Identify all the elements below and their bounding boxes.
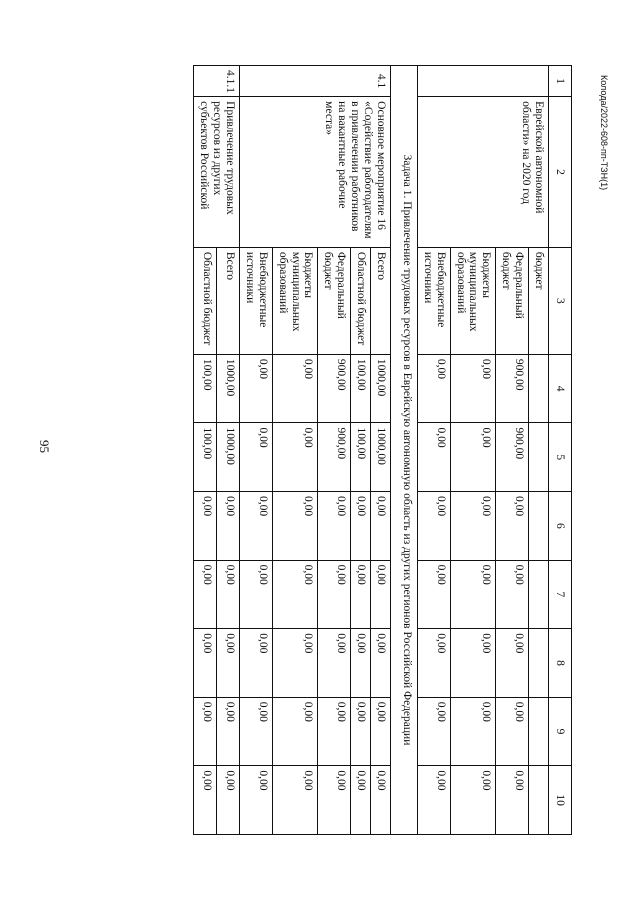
amount-cell: 0,00 (318, 766, 351, 835)
amount-cell: 0,00 (240, 560, 273, 629)
amount-cell: 100,00 (351, 354, 371, 423)
amount-cell: 0,00 (418, 560, 451, 629)
amount-cell: 1000,00 (371, 354, 391, 423)
table-body (194, 66, 572, 835)
amount-cell (529, 766, 549, 835)
amount-cell (529, 423, 549, 492)
amount-cell: 1000,00 (217, 423, 240, 492)
funding-source-cell: Всего (217, 247, 240, 354)
amount-cell: 0,00 (240, 492, 273, 561)
amount-cell: 0,00 (194, 560, 217, 629)
amount-cell: 0,00 (217, 560, 240, 629)
amount-cell: 100,00 (351, 423, 371, 492)
amount-cell: 0,00 (318, 492, 351, 561)
amount-cell: 0,00 (371, 629, 391, 698)
column-number-row (549, 66, 572, 835)
funding-source-cell: Внебюджетные источники (240, 247, 273, 354)
funding-source-cell: Областной бюджет (194, 247, 217, 354)
amount-cell: 900,00 (318, 354, 351, 423)
amount-cell: 0,00 (496, 560, 529, 629)
funding-source-cell: Бюджеты муниципальных образований (450, 247, 496, 354)
header-cell: 2 (549, 97, 572, 248)
item-name-cell: Привлечение трудовых ресурсов из других субъектов Российской (194, 97, 240, 248)
amount-cell: 0,00 (450, 423, 496, 492)
amount-cell: 900,00 (496, 423, 529, 492)
amount-cell: 0,00 (371, 560, 391, 629)
amount-cell: 0,00 (318, 697, 351, 766)
amount-cell: 0,00 (217, 766, 240, 835)
amount-cell: 0,00 (418, 629, 451, 698)
amount-cell: 0,00 (418, 492, 451, 561)
page-number: 95 (37, 440, 52, 453)
item-name-cell: Еврейской автономной области» на 2020 год (418, 97, 549, 248)
header-cell: 3 (549, 247, 572, 354)
funding-source-cell: Внебюджетные источники (418, 247, 451, 354)
amount-cell: 900,00 (496, 354, 529, 423)
header-cell: 5 (549, 423, 572, 492)
amount-cell: 0,00 (351, 766, 371, 835)
amount-cell: 0,00 (371, 492, 391, 561)
amount-cell: 0,00 (351, 629, 371, 698)
table-row (529, 66, 549, 835)
amount-cell: 0,00 (450, 560, 496, 629)
table-row (371, 66, 391, 835)
amount-cell: 0,00 (240, 354, 273, 423)
amount-cell: 0,00 (194, 697, 217, 766)
amount-cell: 0,00 (194, 492, 217, 561)
amount-cell: 0,00 (240, 629, 273, 698)
amount-cell: 0,00 (496, 629, 529, 698)
amount-cell: 0,00 (351, 492, 371, 561)
budget-table (194, 65, 573, 835)
table-row (217, 66, 240, 835)
item-number-cell (418, 66, 549, 97)
header-cell: 6 (549, 492, 572, 561)
amount-cell: 0,00 (272, 697, 318, 766)
funding-source-cell: Всего (371, 247, 391, 354)
amount-cell: 0,00 (272, 492, 318, 561)
item-number-cell: 4.1 (240, 66, 391, 97)
amount-cell: 0,00 (418, 697, 451, 766)
amount-cell: 0,00 (272, 423, 318, 492)
item-name-cell: Основное мероприятие 16 «Содействие работодателям в привлечении работников на вакантные рабочие места» (240, 97, 391, 248)
funding-source-cell: Бюджеты муниципальных образований (272, 247, 318, 354)
amount-cell: 0,00 (194, 766, 217, 835)
amount-cell: 0,00 (272, 629, 318, 698)
amount-cell: 0,00 (450, 766, 496, 835)
document-code: Колода/2022-608-пп-ТЗН(1) (599, 75, 609, 191)
amount-cell: 0,00 (450, 354, 496, 423)
funding-source-cell: Областной бюджет (351, 247, 371, 354)
amount-cell: 100,00 (194, 354, 217, 423)
amount-cell: 0,00 (496, 492, 529, 561)
header-cell: 10 (549, 766, 572, 835)
amount-cell: 1000,00 (371, 423, 391, 492)
amount-cell: 0,00 (371, 766, 391, 835)
amount-cell: 0,00 (450, 492, 496, 561)
amount-cell: 100,00 (194, 423, 217, 492)
task-row (391, 66, 418, 835)
amount-cell: 0,00 (418, 766, 451, 835)
amount-cell: 0,00 (371, 697, 391, 766)
task-title-cell: Задача 1. Привлечение трудовых ресурсов в Еврейскую автономную область из других регионов Российской Федерации (391, 66, 418, 835)
header-cell: 9 (549, 697, 572, 766)
header-cell: 4 (549, 354, 572, 423)
amount-cell: 0,00 (272, 354, 318, 423)
amount-cell: 0,00 (272, 560, 318, 629)
amount-cell: 0,00 (351, 697, 371, 766)
amount-cell: 0,00 (496, 697, 529, 766)
amount-cell: 0,00 (217, 629, 240, 698)
amount-cell: 0,00 (450, 697, 496, 766)
item-number-cell: 4.1.1 (194, 66, 240, 97)
amount-cell: 0,00 (318, 560, 351, 629)
header-cell: 1 (549, 66, 572, 97)
rotated-table-wrapper (102, 65, 572, 835)
amount-cell: 0,00 (418, 423, 451, 492)
amount-cell: 0,00 (240, 766, 273, 835)
amount-cell: 900,00 (318, 423, 351, 492)
amount-cell (529, 560, 549, 629)
header-cell: 8 (549, 629, 572, 698)
funding-source-cell: бюджет (529, 247, 549, 354)
amount-cell: 0,00 (217, 492, 240, 561)
amount-cell (529, 354, 549, 423)
amount-cell: 0,00 (418, 354, 451, 423)
amount-cell: 0,00 (351, 560, 371, 629)
amount-cell: 1000,00 (217, 354, 240, 423)
funding-source-cell: Федеральный бюджет (496, 247, 529, 354)
funding-source-cell: Федеральный бюджет (318, 247, 351, 354)
amount-cell: 0,00 (496, 766, 529, 835)
amount-cell: 0,00 (217, 697, 240, 766)
amount-cell: 0,00 (240, 423, 273, 492)
amount-cell: 0,00 (450, 629, 496, 698)
amount-cell (529, 697, 549, 766)
amount-cell: 0,00 (194, 629, 217, 698)
amount-cell: 0,00 (240, 697, 273, 766)
amount-cell (529, 629, 549, 698)
amount-cell: 0,00 (272, 766, 318, 835)
amount-cell (529, 492, 549, 561)
amount-cell: 0,00 (318, 629, 351, 698)
header-cell: 7 (549, 560, 572, 629)
